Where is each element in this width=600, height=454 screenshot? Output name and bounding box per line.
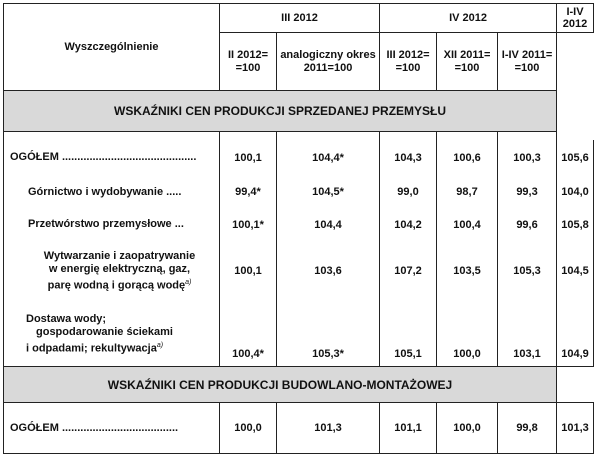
value-cell: 100,6 [437, 140, 498, 175]
label-line: w energię elektryczną, gaz, [48, 262, 191, 275]
table-row [4, 302, 594, 367]
value-cell: 104,0 [557, 175, 594, 209]
column-group-april-2012: IV 2012 [380, 4, 557, 33]
value-cell: 103,5 [437, 240, 498, 302]
subheader-text: II 2012= =100 [227, 48, 269, 74]
label-line: Wytwarzanie i zaopatrywanie [43, 249, 196, 262]
value-cell: 107,2 [380, 240, 437, 302]
value-cell: 101,1 [380, 403, 437, 454]
value-cell: 100,4 [437, 209, 498, 240]
value-cell: 100,4* [220, 302, 277, 367]
value-cell: 100,1 [220, 240, 277, 302]
value-cell: 103,6 [277, 240, 380, 302]
table-row [4, 140, 594, 175]
value-cell: 100,3 [498, 140, 557, 175]
price-index-table [3, 3, 594, 454]
column-header-label: Wyszczególnienie [4, 4, 220, 91]
value-cell: 101,3 [277, 403, 380, 454]
value-cell: 100,0 [437, 403, 498, 454]
value-cell: 105,8 [557, 209, 594, 240]
value-cell: 99,6 [498, 209, 557, 240]
value-cell: 105,3* [277, 302, 380, 367]
footnote-marker: a) [156, 341, 164, 349]
value-cell: 105,6 [557, 140, 594, 175]
footnote-marker: a) [185, 278, 192, 286]
row-label-mining: Górnictwo i wydobywanie ..... [4, 175, 220, 209]
table-row [4, 403, 594, 454]
subheader-feb-2012-base [220, 33, 277, 91]
row-label-manufacturing: Przetwórstwo przemysłowe ... [4, 209, 220, 240]
value-cell: 100,0 [220, 403, 277, 454]
row-label-total-construction: OGÓŁEM ...................................... [4, 403, 220, 454]
value-cell: 98,7 [437, 175, 498, 209]
value-cell: 105,1 [380, 302, 437, 367]
value-cell: 101,3 [557, 403, 594, 454]
value-cell: 99,3 [498, 175, 557, 209]
value-cell: 100,0 [437, 302, 498, 367]
row-label-water-supply [4, 302, 220, 367]
label-line: Dostawa wody; [26, 312, 107, 325]
subheader-dec-2011-base [437, 33, 498, 91]
value-cell: 104,5* [277, 175, 380, 209]
label-line: gospodarowanie ściekami [36, 325, 173, 338]
value-cell: 99,4* [220, 175, 277, 209]
column-group-jan-apr-2012: I-IV 2012 [557, 4, 594, 33]
label-line-last [26, 339, 213, 356]
value-cell: 104,3 [380, 140, 437, 175]
label-line-last [26, 276, 213, 293]
value-cell: 99,8 [498, 403, 557, 454]
row-label-total-industry: OGÓŁEM ............................................ [4, 140, 220, 175]
value-cell: 104,9 [557, 302, 594, 367]
subheader-text: analogiczny okres 2011=100 [280, 48, 376, 74]
value-cell: 104,5 [557, 240, 594, 302]
value-cell: 104,2 [380, 209, 437, 240]
row-label-energy-supply [4, 240, 220, 302]
subheader-text: XII 2011= =100 [443, 48, 491, 74]
value-cell: 104,4* [277, 140, 380, 175]
value-cell: 99,0 [380, 175, 437, 209]
table-row [4, 175, 594, 209]
subheader-mar-2012-base [380, 33, 437, 91]
section-title-construction: WSKAŹNIKI CEN PRODUKCJI BUDOWLANO-MONTAŻOWEJ [4, 367, 557, 403]
value-cell: 104,4 [277, 209, 380, 240]
value-cell: 105,3 [498, 240, 557, 302]
table-row [4, 240, 594, 302]
table-row [4, 209, 594, 240]
value-cell: 103,1 [498, 302, 557, 367]
subheader-text: III 2012= =100 [386, 48, 430, 74]
column-group-march-2012: III 2012 [220, 4, 380, 33]
value-cell: 100,1 [220, 140, 277, 175]
subheader-jan-apr-2011-base [498, 33, 557, 91]
label-line: i odpadami; rekultywacja [26, 342, 157, 355]
value-cell: 100,1* [220, 209, 277, 240]
subheader-same-period-2011 [277, 33, 380, 91]
label-line: parę wodną i gorącą wodę [47, 279, 186, 292]
subheader-text: I-IV 2011= =100 [501, 48, 553, 74]
section-title-industry: WSKAŹNIKI CEN PRODUKCJI SPRZEDANEJ PRZEMYSŁU [4, 91, 557, 132]
